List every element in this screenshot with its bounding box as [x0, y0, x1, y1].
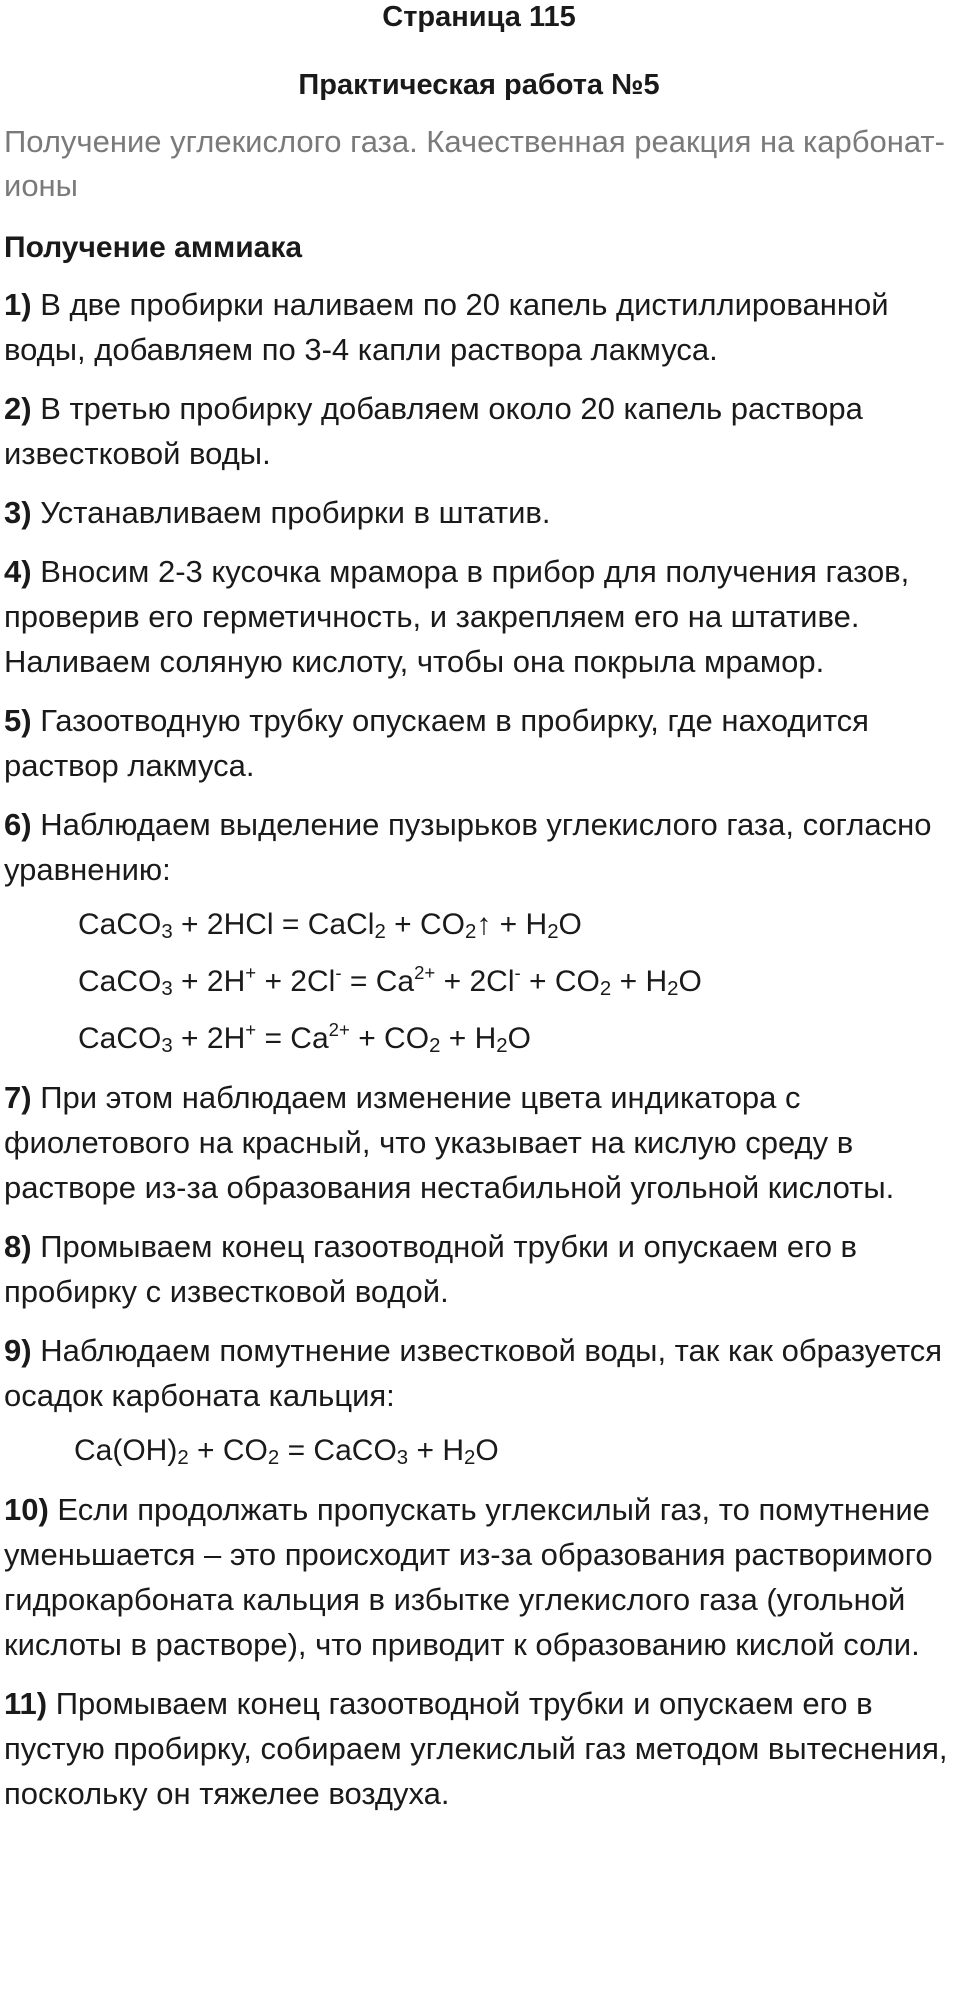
equation-4 [74, 1428, 954, 1473]
formula-text: O [507, 1022, 531, 1055]
formula-text: + CO [520, 965, 600, 998]
formula-text: + H [408, 1434, 464, 1467]
step-number: 11) [4, 1686, 48, 1721]
superscript: + [245, 962, 257, 983]
work-title: Практическая работа №5 [298, 69, 660, 101]
formula-text: O [558, 908, 582, 941]
formula-text: + CO [188, 1434, 268, 1467]
step-5 [4, 698, 954, 788]
step-text: Вносим 2-3 кусочка мрамора в прибор для получения газов, проверив его герметичность, и закрепляем его на штативе. Наливаем соляную кислоту, чтобы она покрыла мрамор. [4, 554, 910, 679]
step-3 [4, 490, 954, 535]
subscript: 2 [465, 921, 477, 943]
subscript: 3 [161, 921, 173, 943]
formula-text: + H [440, 1022, 497, 1055]
formula-text: + CO [385, 908, 465, 941]
equation-3 [78, 1016, 954, 1061]
step-2 [4, 386, 954, 476]
formula-text: = Ca [341, 965, 415, 998]
superscript: - [335, 962, 342, 983]
subscript: 3 [161, 1035, 173, 1057]
formula-text: CaCO [78, 965, 162, 998]
equation-1 [78, 902, 954, 947]
formula-text: O [475, 1434, 499, 1467]
step-text: Наблюдаем помутнение известковой воды, так как образуется осадок карбоната кальция: [4, 1333, 943, 1413]
step-number: 6) [4, 807, 32, 842]
step-number: 8) [4, 1229, 32, 1264]
step-10 [4, 1487, 954, 1667]
step-number: 3) [4, 495, 32, 530]
formula-text: + 2Cl [435, 965, 515, 998]
step-number: 9) [4, 1333, 32, 1368]
formula-text: + 2Cl [256, 965, 336, 998]
subscript: 2 [267, 1447, 280, 1469]
subscript: 2 [177, 1447, 189, 1469]
formula-text: + 2H [172, 965, 246, 998]
step-text: Промываем конец газоотводной трубки и опускаем его в пустую пробирку, собираем углекислый газ методом вытеснения, поскольку он тяжелее воздуха. [4, 1686, 948, 1811]
step-text: Если продолжать пропускать углексилый газ, то помутнение уменьшается – это происходит из-за образования растворимого гидрокарбоната кальция в избытке углекислого газа (угольной кислоты в растворе), что приводит к образованию кислой соли. [4, 1492, 933, 1662]
page-title: Страница 115 [382, 1, 576, 33]
step-text: Газоотводную трубку опускаем в пробирку, где находится раствор лакмуса. [4, 703, 869, 783]
formula-text: + 2HCl = CaCl [172, 908, 375, 941]
formula-text: + 2H [172, 1022, 246, 1055]
section-title: Получение аммиака [4, 231, 303, 264]
step-number: 2) [4, 391, 32, 426]
step-6 [4, 802, 954, 892]
step-number: 1) [4, 287, 32, 322]
subscript: 2 [463, 1447, 476, 1469]
step-number: 4) [4, 554, 32, 589]
step-4 [4, 549, 954, 684]
superscript: 2+ [414, 962, 436, 983]
subscript: 2 [429, 1035, 441, 1057]
step-text: Устанавливаем пробирки в штатив. [31, 495, 551, 530]
formula-text: = CaCO [279, 1434, 397, 1467]
formula-text: = Ca [256, 1022, 329, 1055]
subscript: 2 [599, 978, 612, 1000]
step-text: В третью пробирку добавляем около 20 капель раствора известковой воды. [4, 391, 863, 471]
step-number: 5) [4, 703, 32, 738]
step-text: При этом наблюдаем изменение цвета индикатора с фиолетового на красный, что указывает на кислую среду в растворе из-за образования нестабильной угольной кислоты. [4, 1080, 895, 1205]
subscript: 3 [396, 1447, 409, 1469]
subscript: 2 [374, 921, 386, 943]
step-1 [4, 282, 954, 372]
formula-text: Ca(OH) [74, 1434, 178, 1467]
superscript: 2+ [328, 1019, 350, 1040]
superscript: - [514, 962, 521, 983]
step-text: Наблюдаем выделение пузырьков углекислого газа, согласно уравнению: [4, 807, 932, 887]
step-text: Промываем конец газоотводной трубки и опускаем его в пробирку с известковой водой. [4, 1229, 858, 1309]
step-7 [4, 1075, 954, 1210]
formula-text: O [678, 965, 702, 998]
step-number: 10) [4, 1492, 49, 1527]
step-text: В две пробирки наливаем по 20 капель дистиллированной воды, добавляем по 3-4 капли раствора лакмуса. [4, 287, 889, 367]
step-11 [4, 1681, 954, 1816]
superscript: + [245, 1019, 257, 1040]
subscript: 2 [496, 1035, 508, 1057]
formula-text: CaCO [78, 908, 162, 941]
formula-text: + CO [349, 1022, 430, 1055]
subscript: 2 [547, 921, 559, 943]
equation-2 [78, 959, 954, 1004]
subtitle: Получение углекислого газа. Качественная реакция на карбонат-ионы [4, 124, 945, 203]
step-number: 7) [4, 1080, 32, 1115]
formula-text: CaCO [78, 1022, 162, 1055]
subscript: 3 [161, 978, 173, 1000]
subscript: 2 [667, 978, 679, 1000]
step-9 [4, 1328, 954, 1418]
formula-text: ↑ + H [476, 908, 548, 941]
step-8 [4, 1224, 954, 1314]
formula-text: + H [611, 965, 668, 998]
